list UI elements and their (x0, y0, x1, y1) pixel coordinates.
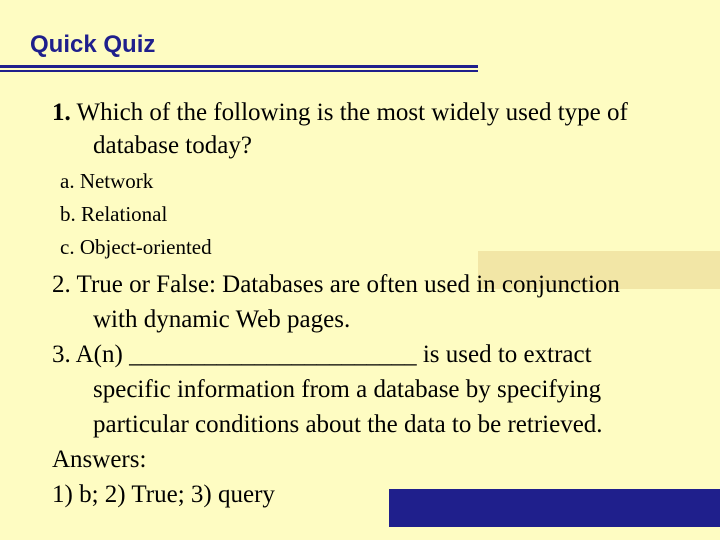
question-3-line-1: 3. A(n) _______________________ is used to extract (52, 341, 592, 368)
option-c: c. Object-oriented (60, 235, 212, 259)
question-2-line-1: 2. True or False: Databases are often used in conjunction (52, 271, 620, 298)
answers-text: 1) b; 2) True; 3) query (52, 481, 275, 508)
option-b: b. Relational (60, 202, 168, 226)
question-3-line-2: specific information from a database by specifying (93, 376, 602, 403)
slide-title: Quick Quiz (30, 31, 156, 58)
question-1 (52, 96, 707, 162)
question-1-number: 1. (52, 99, 71, 126)
answers-label: Answers: (52, 446, 147, 473)
title-underline (0, 65, 478, 73)
title-underline-thick (0, 65, 478, 68)
questions-and-answers (52, 267, 717, 512)
question-2-line-2: with dynamic Web pages. (93, 306, 351, 333)
question-1-options (60, 165, 212, 264)
question-1-line-2: database today? (93, 132, 252, 159)
footer-blue-box (389, 489, 720, 527)
title-underline-thin (0, 70, 478, 72)
question-3-line-3: particular conditions about the data to be retrieved. (93, 411, 603, 438)
question-1-line-1: Which of the following is the most widely used type of (70, 99, 628, 126)
option-a: a. Network (60, 169, 154, 193)
